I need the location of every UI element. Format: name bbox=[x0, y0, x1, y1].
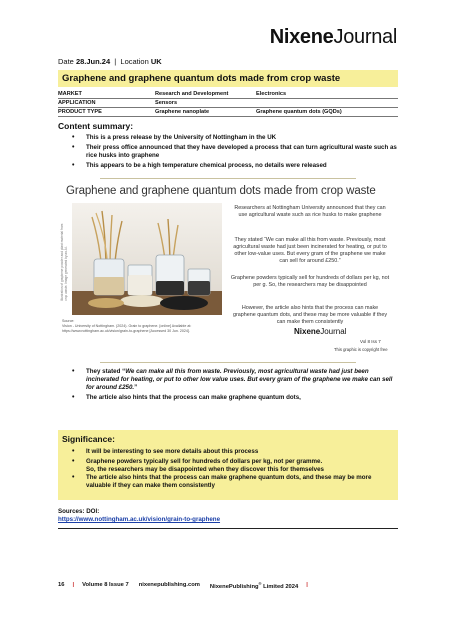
meta-value: Graphene quantum dots (GQDs) bbox=[256, 109, 342, 115]
list-item: • Their press office announced that they have developed a process that can turn agricultural waste such as rice husks into graphene bbox=[72, 144, 398, 160]
list-item bbox=[72, 368, 398, 392]
page-footer bbox=[58, 581, 398, 590]
graphic-copyright: This graphic is copyright free bbox=[334, 347, 388, 352]
quote-suffix: ” bbox=[134, 384, 138, 391]
graphic-text: Graphene powders typically sell for hundreds of dollars per kg, not per g. So, the researchers may be disappointed bbox=[230, 275, 390, 288]
page-number: 16 bbox=[58, 582, 65, 589]
divider bbox=[100, 178, 356, 179]
content-summary-list bbox=[72, 134, 398, 172]
quote-list bbox=[72, 368, 398, 404]
significance-heading: Significance: bbox=[62, 434, 115, 444]
quote-text: We can make all this from waste. Previously, most agricultural waste had just been incinerated for heating, or put to other low value uses. But every gram of the graphene we make can sell for around £250. bbox=[86, 368, 393, 391]
meta-label: PRODUCT TYPE bbox=[58, 109, 102, 115]
journal-brand bbox=[270, 26, 397, 49]
company-name: NixenePublishing bbox=[209, 583, 259, 590]
list-item: • This appears to be a high temperature chemical process, no details were released bbox=[72, 162, 398, 170]
meta-row-application bbox=[58, 99, 398, 108]
source-text: Vision - University of Nottingham. (2024). Grain to graphene. [online] Available at: https://www.nottingham.ac.uk/vision/grain-to-graphene [Accessed 30 Jun. 2024]. bbox=[62, 323, 192, 333]
company-suffix: Limited 2024 bbox=[261, 583, 299, 590]
graphic-text: Researchers at Nottingham University announced that they can use agricultural waste such as rice husks to make graphene bbox=[234, 205, 386, 218]
brand-bold: Nixene bbox=[269, 26, 334, 48]
sources-label: Sources: DOI: bbox=[58, 508, 100, 515]
meta-table bbox=[58, 90, 398, 117]
crop-waste-photo bbox=[72, 203, 222, 315]
footer-site: nixenepublishing.com bbox=[138, 582, 200, 589]
meta-value: Graphene nanoplate bbox=[155, 109, 210, 115]
graphic-text: However, the article also hints that the process can make graphene quantum dots, and these may be more valuable if they can make them consistently bbox=[232, 305, 388, 325]
meta-label: APPLICATION bbox=[58, 100, 96, 106]
meta-row-market bbox=[58, 90, 398, 99]
list-item: • The article also hints that the process can make graphene quantum dots, and these may be more valuable if they can make them consistently bbox=[72, 474, 394, 490]
meta-row-product-type bbox=[58, 108, 398, 117]
dateline-separator: | bbox=[114, 57, 117, 66]
list-item: • This is a press release by the University of Nottingham in the UK bbox=[72, 134, 398, 142]
graphic-source bbox=[62, 319, 232, 333]
list-item: • It will be interesting to see more details about this process bbox=[72, 448, 394, 456]
dateline bbox=[58, 57, 162, 66]
graphic-title: Graphene and graphene quantum dots made from crop waste bbox=[66, 185, 376, 197]
summary-graphic bbox=[58, 181, 398, 361]
footer-volume: Volume 8 Issue 7 bbox=[82, 582, 129, 589]
graphic-volume: Vol 8 Iss 7 bbox=[360, 339, 381, 344]
source-label: Source: bbox=[62, 319, 75, 323]
footer-company bbox=[210, 581, 298, 590]
list-item bbox=[72, 458, 394, 474]
brand-light: Journal bbox=[333, 26, 397, 48]
meta-value: Sensors bbox=[155, 100, 178, 106]
location-label: Location bbox=[120, 57, 149, 66]
brand-bold: Nixene bbox=[294, 327, 321, 336]
footer-separator: | bbox=[306, 582, 308, 589]
article-title: Graphene and graphene quantum dots made from crop waste bbox=[58, 70, 398, 87]
location-value: UK bbox=[150, 57, 162, 66]
content-summary-heading: Content summary: bbox=[58, 121, 134, 131]
meta-value: Research and Development bbox=[155, 91, 229, 97]
sources-block bbox=[58, 508, 220, 524]
source-link[interactable]: https://www.nottingham.ac.uk/vision/grain-to-graphene bbox=[58, 516, 221, 523]
image-credit: Illustration of graphene powder and plant material from crop waste. Image generated by an AI. bbox=[60, 223, 68, 301]
significance-list bbox=[72, 448, 394, 492]
meta-label: MARKET bbox=[58, 91, 82, 97]
quote-prefix: They stated “ bbox=[86, 368, 126, 375]
registered-mark: ® bbox=[258, 581, 262, 586]
graphic-quote: They stated “We can make all this from waste. Previously, most agricultural waste had just been incinerated for heating, or put to other low-value uses. But every gram of the graphene we make can sell for around £250.” bbox=[233, 237, 387, 264]
date-value: 28.Jun.24 bbox=[75, 57, 111, 66]
graphic-brand bbox=[294, 327, 346, 336]
brand-light: Journal bbox=[320, 327, 347, 336]
significance-box bbox=[58, 430, 398, 500]
meta-value: Electronics bbox=[256, 91, 287, 97]
divider bbox=[58, 528, 398, 529]
list-item: • The article also hints that the process can make graphene quantum dots, bbox=[72, 394, 398, 402]
list-item-continuation: So, the researchers may be disappointed when they discover this for themselves bbox=[86, 466, 324, 473]
footer-separator: | bbox=[72, 582, 75, 589]
divider bbox=[100, 362, 356, 363]
date-label: Date bbox=[58, 57, 74, 66]
list-item-text: Graphene powders typically sell for hundreds of dollars per kg, not per gramme. bbox=[86, 458, 323, 465]
